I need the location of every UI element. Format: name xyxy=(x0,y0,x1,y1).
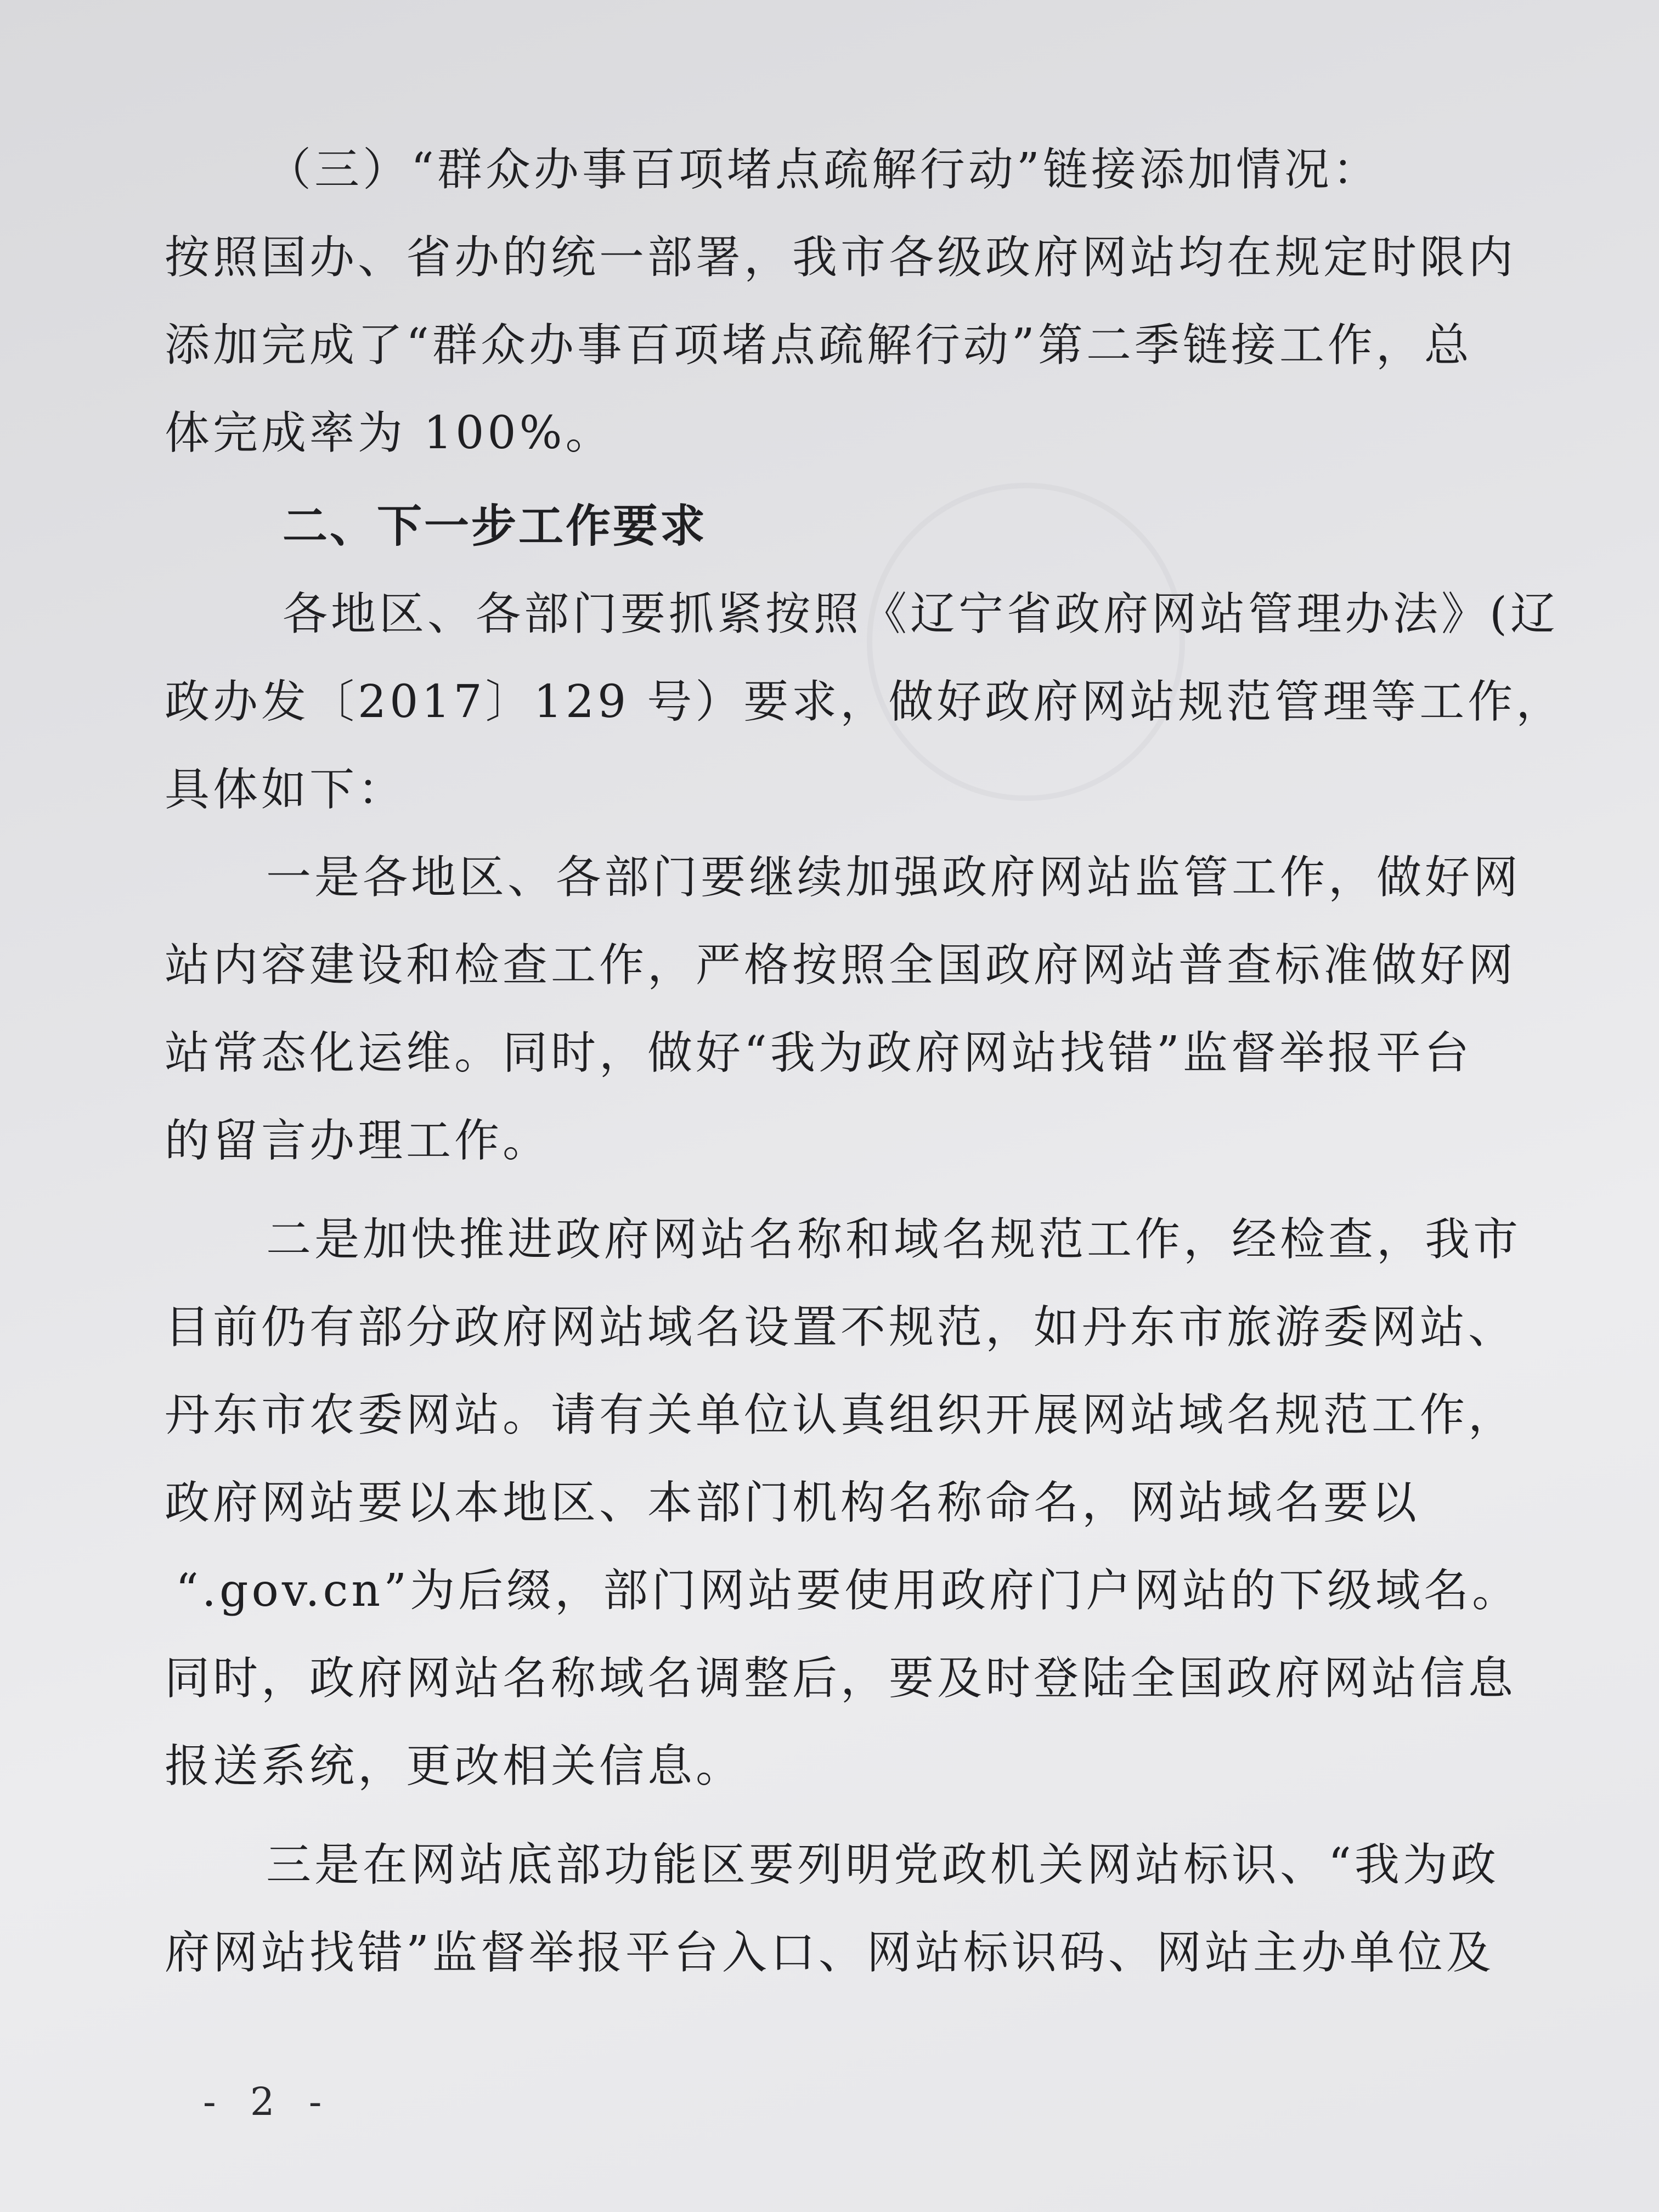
paragraph-line: 站常态化运维。同时，做好“我为政府网站找错”监督举报平台 xyxy=(165,1027,1472,1079)
paragraph-line: 添加完成了“群众办事百项堵点疏解行动”第二季链接工作，总 xyxy=(165,319,1472,371)
paragraph-line: 体完成率为 100%。 xyxy=(165,407,614,459)
page-number: - 2 - xyxy=(203,2079,333,2124)
section-heading-three: （三）“群众办事百项堵点疏解行动”链接添加情况： xyxy=(266,144,1381,196)
section-heading-next-steps: 二、下一步工作要求 xyxy=(283,500,708,552)
paragraph-line: 各地区、各部门要抓紧按照《辽宁省政府网站管理办法》(辽 xyxy=(283,588,1559,640)
paragraph-line: 丹东市农委网站。请有关单位认真组织开展网站域名规范工作， xyxy=(165,1389,1517,1441)
paragraph-line: 政办发〔2017〕129 号）要求，做好政府网站规范管理等工作， xyxy=(165,676,1565,728)
paragraph-line: 一是各地区、各部门要继续加强政府网站监管工作，做好网 xyxy=(266,851,1522,904)
paragraph-line: 的留言办理工作。 xyxy=(165,1115,551,1167)
paragraph-line: 报送系统，更改相关信息。 xyxy=(165,1740,744,1792)
document-page xyxy=(165,110,1565,2140)
paragraph-line: 同时，政府网站名称域名调整后，要及时登陆全国政府网站信息 xyxy=(165,1652,1517,1705)
paragraph-line: 具体如下： xyxy=(165,764,407,816)
paragraph-line: 政府网站要以本地区、本部门机构名称命名，网站域名要以 xyxy=(165,1477,1420,1529)
paragraph-line: 三是在网站底部功能区要列明党政机关网站标识、“我为政 xyxy=(266,1839,1499,1891)
paragraph-line: 目前仍有部分政府网站域名设置不规范，如丹东市旅游委网站、 xyxy=(165,1301,1517,1353)
paragraph-line: 府网站找错”监督举报平台入口、网站标识码、网站主办单位及 xyxy=(165,1927,1494,1979)
paragraph-line: 按照国办、省办的统一部署，我市各级政府网站均在规定时限内 xyxy=(165,232,1517,284)
paragraph-line: 站内容建设和检查工作，严格按照全国政府网站普查标准做好网 xyxy=(165,939,1517,991)
paragraph-line: 二是加快推进政府网站名称和域名规范工作，经检查，我市 xyxy=(266,1214,1522,1266)
paragraph-line: “.gov.cn”为后缀，部门网站要使用政府门户网站的下级域名。 xyxy=(176,1565,1521,1617)
